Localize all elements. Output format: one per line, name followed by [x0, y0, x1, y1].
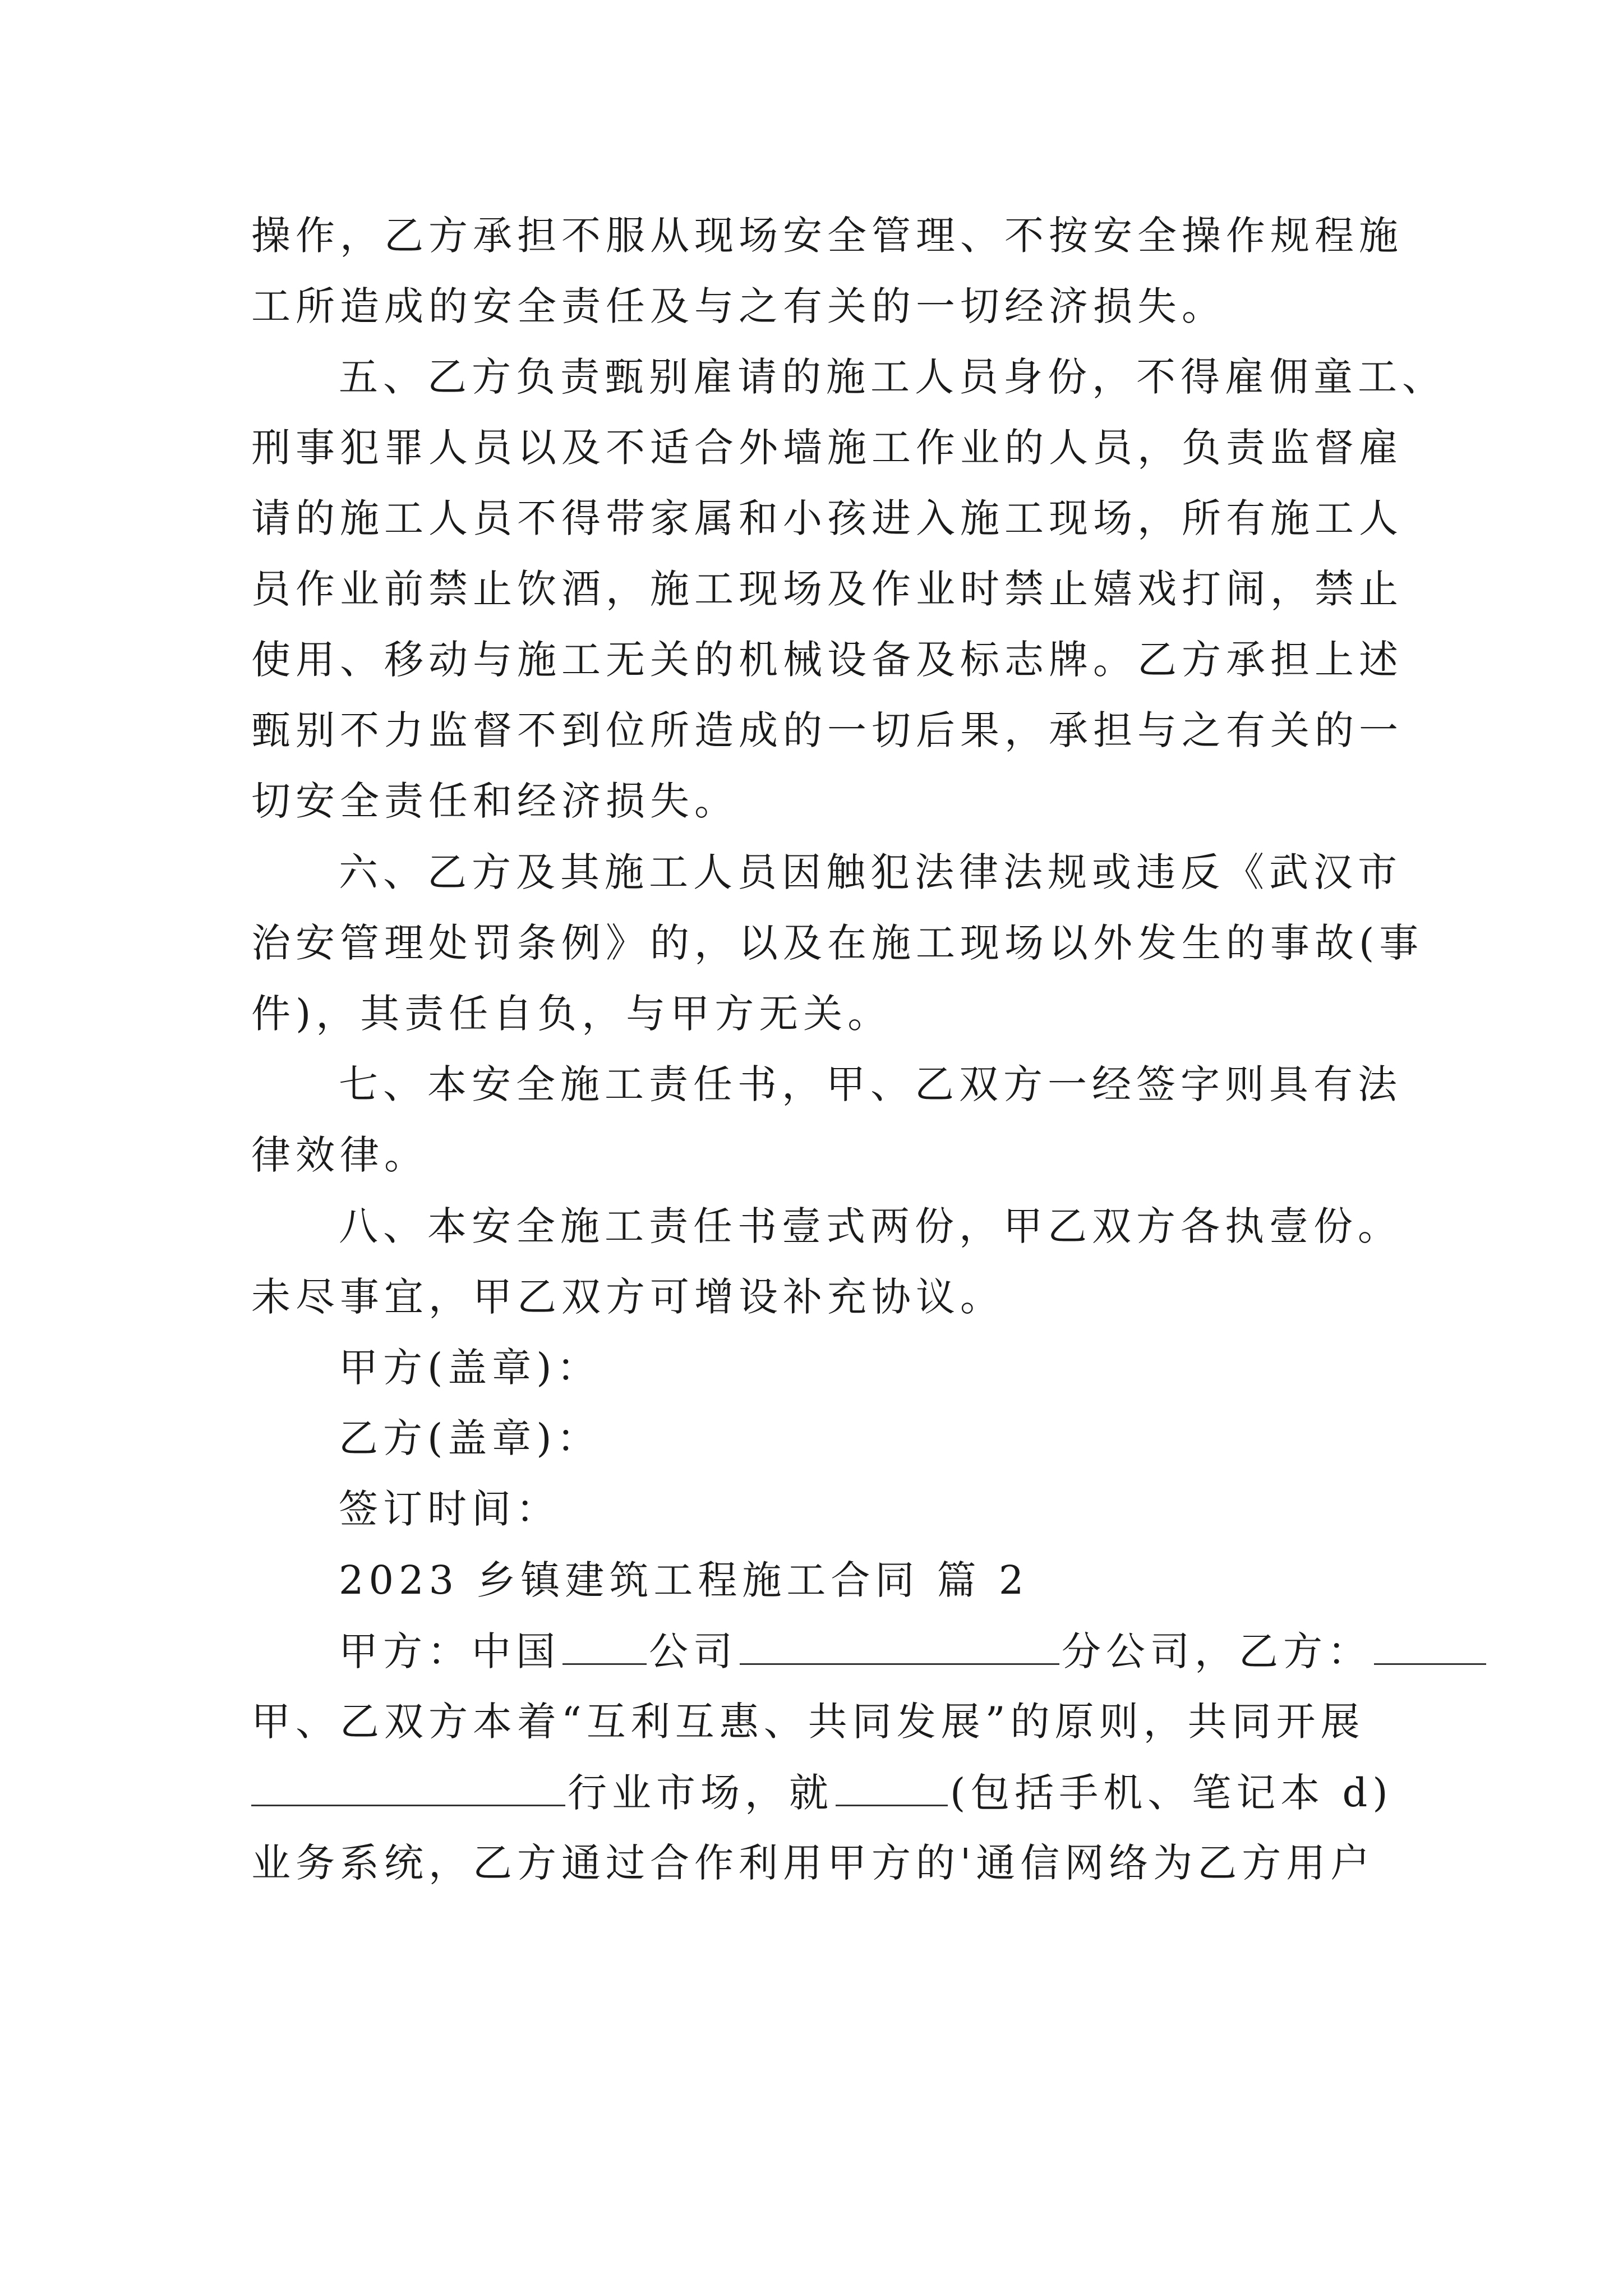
fill-blank [562, 1623, 647, 1665]
fill-blank [1374, 1623, 1486, 1665]
section-heading: 2023 乡镇建筑工程施工合同 篇 2 [339, 1557, 1029, 1603]
fill-blank [836, 1764, 948, 1806]
contract-parties-line [339, 1623, 1488, 1679]
paragraph-line: 治安管理处罚条例》的，以及在施工现场以外发生的事故(事 [251, 920, 1424, 966]
paragraph-line: 工所造成的安全责任及与之有关的一切经济损失。 [251, 283, 1226, 329]
paragraph-line: 甲、乙双方本着“互利互惠、共同发展”的原则，共同开展 [251, 1699, 1365, 1745]
paragraph-line: 切安全责任和经济损失。 [251, 778, 739, 824]
party-a-label: 甲方：中国 [339, 1628, 560, 1674]
party-a-seal-label: 甲方(盖章)： [339, 1345, 601, 1391]
branch-party-b-label: 分公司，乙方： [1062, 1628, 1372, 1674]
paragraph-line: 刑事犯罪人员以及不适合外墙施工作业的人员，负责监督雇 [251, 425, 1403, 471]
paragraph-line: 请的施工人员不得带家属和小孩进入施工现场，所有施工人 [251, 495, 1403, 541]
clause-six-line: 六、乙方及其施工人员因触犯法律法规或违反《武汉市 [339, 849, 1402, 895]
paragraph-line: 未尽事宜，甲乙双方可增设补充协议。 [251, 1274, 1004, 1320]
party-b-seal-label: 乙方(盖章)： [339, 1415, 601, 1461]
paragraph-line: 员作业前禁止饮酒，施工现场及作业时禁止嬉戏打闹，禁止 [251, 566, 1403, 612]
market-label: 行业市场，就 [568, 1770, 833, 1816]
paragraph-line: 操作，乙方承担不服从现场安全管理、不按安全操作规程施 [251, 213, 1403, 259]
clause-seven-line: 七、本安全施工责任书，甲、乙双方一经签字则具有法 [339, 1061, 1402, 1107]
devices-label: (包括手机、笔记本 d) [950, 1770, 1393, 1816]
market-line [251, 1764, 1393, 1820]
paragraph-line: 使用、移动与施工无关的机械设备及标志牌。乙方承担上述 [251, 637, 1403, 683]
paragraph-line: 甄别不力监督不到位所造成的一切后果，承担与之有关的一 [251, 707, 1403, 753]
clause-five-line: 五、乙方负责甄别雇请的施工人员身份，不得雇佣童工、 [339, 354, 1446, 400]
fill-blank [740, 1623, 1059, 1665]
paragraph-line: 律效律。 [251, 1132, 428, 1178]
company-label: 公司 [649, 1628, 737, 1674]
signing-date-label: 签订时间： [339, 1486, 560, 1532]
fill-blank [251, 1764, 565, 1806]
clause-eight-line: 八、本安全施工责任书壹式两份，甲乙双方各执壹份。 [339, 1203, 1402, 1249]
paragraph-line: 件)，其责任自负，与甲方无关。 [251, 991, 892, 1037]
paragraph-line: 业务系统，乙方通过合作利用甲方的'通信网络为乙方用户 [251, 1840, 1375, 1886]
